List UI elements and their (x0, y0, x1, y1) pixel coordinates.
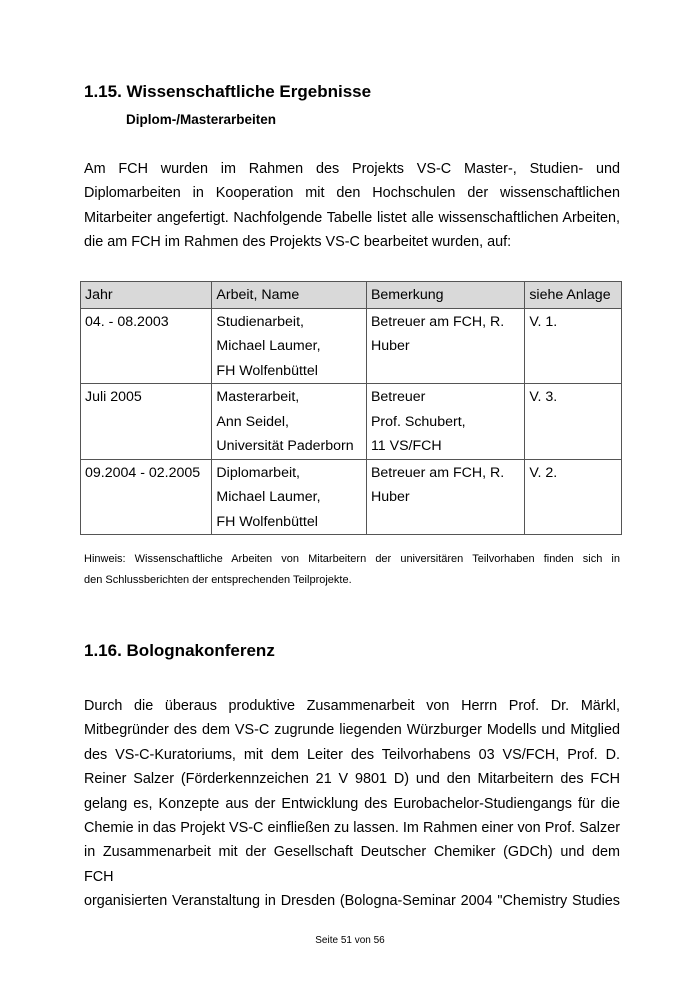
cell-jahr: 09.2004 - 02.2005 (81, 459, 212, 535)
header-arbeit-name: Arbeit, Name (212, 282, 367, 309)
cell-bemerkung (366, 308, 524, 384)
cell-line: FH Wolfenbüttel (216, 513, 318, 530)
cell-bemerkung (366, 459, 524, 535)
intro-line: die am FCH im Rahmen des Projekts VS-C bearbeitet wurden, auf: (84, 234, 512, 251)
cell-arbeit (212, 459, 367, 535)
intro-paragraph (84, 157, 620, 255)
cell-line: Huber (370, 489, 410, 505)
works-table (80, 281, 622, 535)
body-line: Chemie in das Projekt VS-C einfließen zu lassen. Im Rahmen einer von Prof. Salzer (84, 820, 620, 837)
header-siehe-anlage: siehe Anlage (525, 282, 622, 309)
intro-line: Am FCH wurden im Rahmen des Projekts VS-C Master-, Studien- und (84, 161, 620, 177)
cell-line: Masterarbeit, (216, 389, 300, 405)
body-line: organisierten Veranstaltung in Dresden (Bologna-Seminar 2004 "Chemistry Studies (84, 893, 620, 910)
intro-line: Mitarbeiter angefertigt. Nachfolgende Tabelle listet alle wissenschaftlichen Arbeiten, (84, 209, 620, 226)
table-row (81, 308, 622, 384)
cell-arbeit (212, 384, 367, 460)
cell-line: Betreuer am FCH, R. (370, 313, 505, 330)
body-line: Reiner Salzer (Förderkennzeichen 21 V 9801 D) und den Mitarbeitern des FCH (84, 771, 620, 788)
body-line: in Zusammenarbeit mit der Gesellschaft Deutscher Chemiker (GDCh) und dem FCH (84, 844, 620, 885)
cell-line: Betreuer (370, 389, 426, 405)
cell-line: Betreuer am FCH, R. (370, 464, 505, 481)
subheading-diplom-masterarbeiten: Diplom-/Masterarbeiten (126, 112, 277, 127)
cell-anlage: V. 3. (525, 384, 622, 460)
cell-anlage: V. 2. (525, 459, 622, 535)
cell-line: FH Wolfenbüttel (216, 362, 318, 379)
table-header-row (81, 282, 622, 309)
note-line: Hinweis: Wissenschaftliche Arbeiten von Mitarbeitern der universitären Teilvorhaben finden sich in (84, 553, 620, 565)
body-line: Mitbegründer des dem VS-C zugrunde liegenden Würzburger Modells und Mitglied (84, 722, 620, 739)
cell-line: Diplomarbeit, (216, 464, 301, 481)
bologna-paragraph (84, 694, 620, 914)
body-line: gelang es, Konzepte aus der Entwicklung des Eurobachelor-Studiengangs für die (84, 795, 620, 812)
cell-line: 11 VS/FCH (370, 438, 442, 454)
cell-line: Michael Laumer, (216, 489, 321, 505)
cell-line: Prof. Schubert, (370, 413, 466, 430)
section-heading-wissenschaftliche-ergebnisse: 1.15. Wissenschaftliche Ergebnisse (84, 82, 372, 101)
section-heading-bolognakonferenz: 1.16. Bolognakonferenz (84, 641, 275, 660)
cell-line: Ann Seidel, (216, 413, 289, 430)
hinweis-note (84, 549, 620, 590)
header-bemerkung: Bemerkung (366, 282, 524, 309)
header-jahr: Jahr (81, 282, 212, 309)
cell-line: Studienarbeit, (216, 313, 304, 330)
cell-bemerkung (366, 384, 524, 460)
body-line: des VS-C-Kuratoriums, mit dem Leiter des Teilvorhabens 03 VS/FCH, Prof. D. (84, 746, 620, 763)
cell-line: Michael Laumer, (216, 338, 321, 354)
cell-anlage: V. 1. (525, 308, 622, 384)
cell-line: Universität Paderborn (216, 438, 354, 454)
cell-line: Huber (370, 338, 410, 354)
intro-line: Diplomarbeiten in Kooperation mit den Hochschulen der wissenschaftlichen (84, 185, 620, 202)
note-line: den Schlussberichten der entsprechenden Teilprojekte. (84, 573, 352, 586)
body-line: Durch die überaus produktive Zusammenarbeit von Herrn Prof. Dr. Märkl, (84, 698, 620, 714)
cell-jahr: Juli 2005 (81, 384, 212, 460)
table-row (81, 384, 622, 460)
cell-jahr: 04. - 08.2003 (81, 308, 212, 384)
page-footer: Seite 51 von 56 (315, 935, 385, 946)
table-row (81, 459, 622, 535)
cell-arbeit (212, 308, 367, 384)
